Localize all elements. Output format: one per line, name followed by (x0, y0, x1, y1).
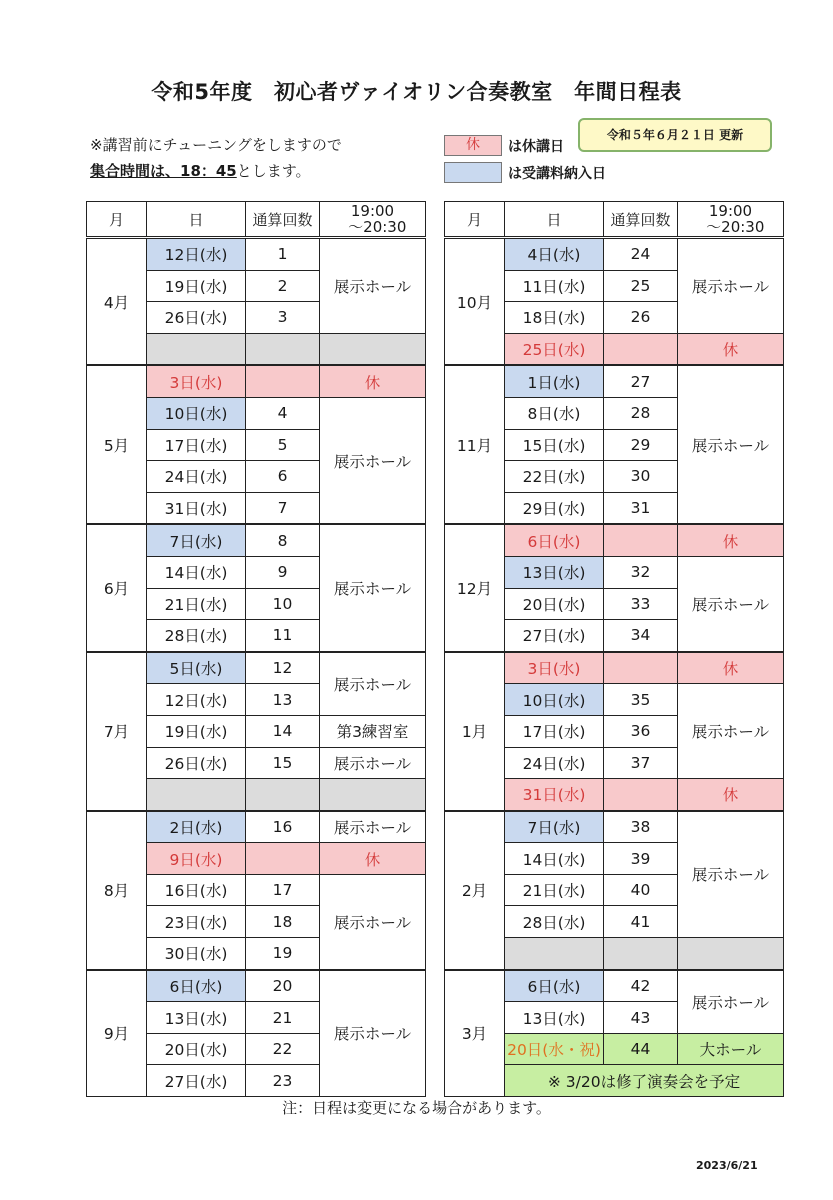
day-cell: 27日(水) (147, 1065, 246, 1097)
day-cell: 13日(水) (505, 556, 604, 588)
count-cell: 38 (604, 811, 678, 843)
day-cell: 6日(水) (505, 524, 604, 556)
count-cell: 40 (604, 874, 678, 906)
legend-rest-swatch: 休 (444, 135, 502, 156)
venue-cell: 展示ホール (320, 747, 426, 779)
month-january: 1月 (445, 652, 505, 811)
day-cell: 28日(水) (147, 620, 246, 652)
table-row (87, 365, 426, 397)
count-cell (604, 333, 678, 365)
rest-cell: 休 (678, 779, 784, 811)
day-cell: 12日(水) (147, 684, 246, 716)
meeting-time-note (90, 160, 311, 181)
header-day: 日 (147, 202, 246, 238)
day-cell: 15日(水) (505, 429, 604, 461)
count-cell (604, 652, 678, 684)
header-count: 通算回数 (604, 202, 678, 238)
count-cell (604, 779, 678, 811)
month-december: 12月 (445, 524, 505, 651)
rest-cell: 休 (678, 652, 784, 684)
count-cell: 41 (604, 906, 678, 938)
count-cell: 35 (604, 684, 678, 716)
empty-cell (320, 333, 426, 365)
empty-cell (246, 333, 320, 365)
venue-cell: 展示ホール (678, 556, 784, 651)
meeting-time-emphasis: 集合時間は、18：45 (90, 162, 237, 180)
count-cell: 30 (604, 461, 678, 493)
day-cell: 21日(水) (505, 874, 604, 906)
legend-payment-swatch (444, 162, 502, 183)
table-row (445, 238, 784, 271)
day-cell: 13日(水) (505, 1002, 604, 1034)
count-cell: 8 (246, 524, 320, 556)
schedule-table-right (444, 201, 784, 1097)
month-october: 10月 (445, 238, 505, 366)
day-cell: 3日(水) (147, 365, 246, 397)
count-cell: 7 (246, 492, 320, 524)
day-cell: 31日(水) (505, 779, 604, 811)
count-cell: 23 (246, 1065, 320, 1097)
month-march: 3月 (445, 970, 505, 1097)
count-cell: 2 (246, 270, 320, 302)
count-cell: 10 (246, 588, 320, 620)
day-cell: 8日(水) (505, 397, 604, 429)
venue-cell: 展示ホール (320, 397, 426, 524)
count-cell: 43 (604, 1002, 678, 1034)
venue-cell: 展示ホール (678, 365, 784, 524)
day-cell: 23日(水) (147, 906, 246, 938)
legend-payment-label: は受講料納入日 (508, 166, 606, 182)
rest-cell: 休 (678, 333, 784, 365)
count-cell: 13 (246, 684, 320, 716)
day-cell: 11日(水) (505, 270, 604, 302)
table-row (445, 365, 784, 397)
month-september: 9月 (87, 970, 147, 1097)
count-cell: 19 (246, 938, 320, 970)
empty-cell (604, 938, 678, 970)
count-cell: 4 (246, 397, 320, 429)
count-cell: 42 (604, 970, 678, 1002)
empty-cell (505, 938, 604, 970)
day-cell: 5日(水) (147, 652, 246, 684)
empty-cell (320, 779, 426, 811)
day-cell: 20日(水) (505, 588, 604, 620)
day-cell: 27日(水) (505, 620, 604, 652)
day-cell: 14日(水) (505, 843, 604, 875)
table-row (87, 652, 426, 684)
header-time (678, 202, 784, 238)
count-cell: 25 (604, 270, 678, 302)
count-cell: 34 (604, 620, 678, 652)
venue-cell: 展示ホール (320, 970, 426, 1097)
header-day: 日 (505, 202, 604, 238)
day-cell: 24日(水) (147, 461, 246, 493)
day-cell: 20日(水) (147, 1033, 246, 1065)
day-cell: 1日(水) (505, 365, 604, 397)
venue-cell: 展示ホール (320, 874, 426, 969)
venue-cell-concert: 大ホール (678, 1033, 784, 1065)
count-cell: 16 (246, 811, 320, 843)
count-cell: 6 (246, 461, 320, 493)
day-cell: 21日(水) (147, 588, 246, 620)
concert-note: ※ 3/20は修了演奏会を予定 (505, 1065, 784, 1097)
day-cell: 6日(水) (505, 970, 604, 1002)
day-cell: 14日(水) (147, 556, 246, 588)
header-time-start: 19:00 (350, 202, 395, 220)
empty-cell (246, 779, 320, 811)
day-cell-concert: 20日(水・祝) (505, 1033, 604, 1065)
month-july: 7月 (87, 652, 147, 811)
count-cell: 24 (604, 238, 678, 271)
month-may: 5月 (87, 365, 147, 524)
day-cell: 7日(水) (147, 524, 246, 556)
venue-cell: 展示ホール (320, 524, 426, 651)
table-row (445, 652, 784, 684)
empty-cell (678, 938, 784, 970)
table-row (87, 970, 426, 1002)
day-cell: 17日(水) (147, 429, 246, 461)
day-cell: 24日(水) (505, 747, 604, 779)
count-cell: 17 (246, 874, 320, 906)
header-month: 月 (87, 202, 147, 238)
meeting-time-suffix: とします。 (236, 162, 311, 180)
count-cell (246, 843, 320, 875)
count-cell: 36 (604, 715, 678, 747)
count-cell: 9 (246, 556, 320, 588)
table-row (87, 238, 426, 271)
day-cell: 29日(水) (505, 492, 604, 524)
month-february: 2月 (445, 811, 505, 970)
table-header (445, 202, 784, 238)
month-june: 6月 (87, 524, 147, 651)
count-cell: 11 (246, 620, 320, 652)
venue-cell: 展示ホール (320, 811, 426, 843)
day-cell: 19日(水) (147, 270, 246, 302)
day-cell: 12日(水) (147, 238, 246, 271)
update-badge: 令和５年６月２１日 更新 (578, 118, 772, 152)
count-cell (246, 365, 320, 397)
venue-cell: 展示ホール (678, 238, 784, 334)
day-cell: 10日(水) (505, 684, 604, 716)
day-cell: 18日(水) (505, 302, 604, 334)
venue-cell: 展示ホール (678, 970, 784, 1034)
month-august: 8月 (87, 811, 147, 970)
month-april: 4月 (87, 238, 147, 366)
rest-cell: 休 (320, 365, 426, 397)
day-cell: 30日(水) (147, 938, 246, 970)
header-month: 月 (445, 202, 505, 238)
venue-cell: 展示ホール (678, 811, 784, 938)
legend-rest-label: は休講日 (508, 139, 564, 155)
header-time-end: ～20:30 (348, 218, 407, 236)
header-count: 通算回数 (246, 202, 320, 238)
count-cell: 31 (604, 492, 678, 524)
count-cell: 1 (246, 238, 320, 271)
count-cell (604, 524, 678, 556)
day-cell: 25日(水) (505, 333, 604, 365)
table-header (87, 202, 426, 238)
header-time (320, 202, 426, 238)
count-cell: 39 (604, 843, 678, 875)
day-cell: 7日(水) (505, 811, 604, 843)
day-cell: 28日(水) (505, 906, 604, 938)
header-time-end: ～20:30 (706, 218, 765, 236)
rest-cell: 休 (320, 843, 426, 875)
footer-date: 2023/6/21 (696, 1159, 758, 1172)
count-cell: 44 (604, 1033, 678, 1065)
month-november: 11月 (445, 365, 505, 524)
empty-cell (147, 779, 246, 811)
count-cell: 29 (604, 429, 678, 461)
day-cell: 31日(水) (147, 492, 246, 524)
count-cell: 28 (604, 397, 678, 429)
count-cell: 33 (604, 588, 678, 620)
count-cell: 14 (246, 715, 320, 747)
table-row (87, 524, 426, 556)
count-cell: 21 (246, 1002, 320, 1034)
venue-cell: 第3練習室 (320, 715, 426, 747)
table-row (87, 811, 426, 843)
count-cell: 32 (604, 556, 678, 588)
day-cell: 19日(水) (147, 715, 246, 747)
day-cell: 6日(水) (147, 970, 246, 1002)
day-cell: 3日(水) (505, 652, 604, 684)
page-title: 令和5年度 初心者ヴァイオリン合奏教室 年間日程表 (151, 80, 682, 104)
day-cell: 26日(水) (147, 747, 246, 779)
schedule-change-note: 注：日程は変更になる場合があります。 (282, 1099, 551, 1117)
day-cell: 26日(水) (147, 302, 246, 334)
count-cell: 26 (604, 302, 678, 334)
table-row (445, 970, 784, 1002)
count-cell: 18 (246, 906, 320, 938)
rest-cell: 休 (678, 524, 784, 556)
day-cell: 10日(水) (147, 397, 246, 429)
day-cell: 9日(水) (147, 843, 246, 875)
table-row (445, 524, 784, 556)
count-cell: 3 (246, 302, 320, 334)
header-time-start: 19:00 (708, 202, 753, 220)
table-row (445, 811, 784, 843)
schedule-table-left (86, 201, 426, 1097)
day-cell: 4日(水) (505, 238, 604, 271)
count-cell: 20 (246, 970, 320, 1002)
venue-cell: 展示ホール (678, 684, 784, 779)
tuning-note: ※講習前にチューニングをしますので (90, 136, 342, 154)
day-cell: 17日(水) (505, 715, 604, 747)
venue-cell: 展示ホール (320, 652, 426, 716)
count-cell: 15 (246, 747, 320, 779)
day-cell: 22日(水) (505, 461, 604, 493)
empty-cell (147, 333, 246, 365)
count-cell: 27 (604, 365, 678, 397)
count-cell: 37 (604, 747, 678, 779)
count-cell: 12 (246, 652, 320, 684)
day-cell: 13日(水) (147, 1002, 246, 1034)
count-cell: 22 (246, 1033, 320, 1065)
day-cell: 2日(水) (147, 811, 246, 843)
day-cell: 16日(水) (147, 874, 246, 906)
venue-cell: 展示ホール (320, 238, 426, 334)
count-cell: 5 (246, 429, 320, 461)
